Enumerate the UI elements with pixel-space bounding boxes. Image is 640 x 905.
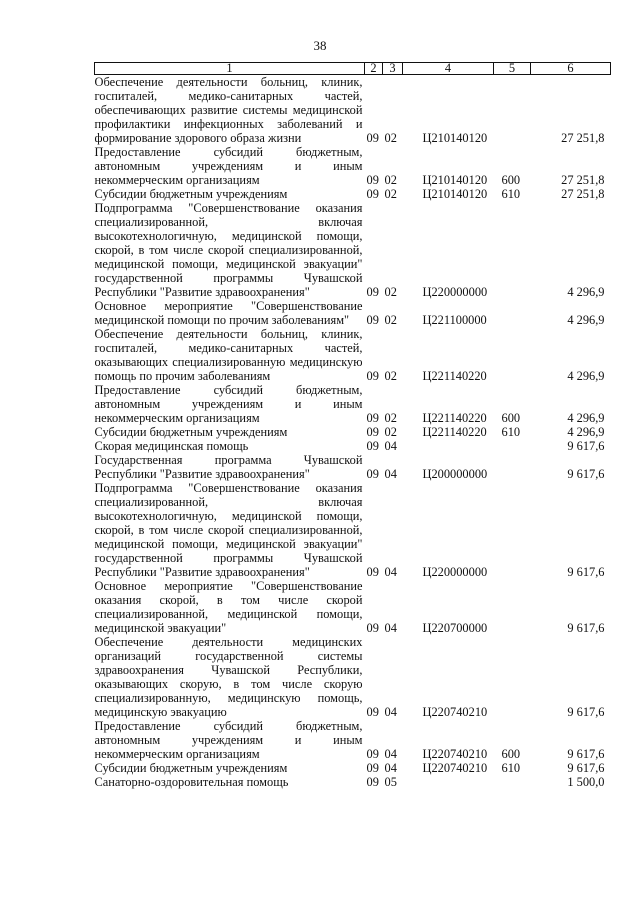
row-subsection: 02 [384,313,397,327]
row-expense-type [494,201,531,299]
row-amount: 9 617,6 [567,747,605,761]
row-expense-type [494,299,531,327]
row-expense-type [494,481,531,579]
table-row [95,761,611,775]
row-subsection: 02 [384,369,397,383]
row-section: 09 [366,173,379,187]
row-target-article [403,439,494,453]
row-subsection: 05 [384,775,397,789]
table-row [95,719,611,761]
row-name: Субсидии бюджетным учреждениям [94,761,288,775]
row-name: Обеспечение деятельности медицинских организаций государственной системы здравоохранения Чувашской Республики, оказывающих скорую, в том числе скорую специализированную, медицинскую помощь, медицинскую эвакуацию [94,635,363,719]
row-name: Обеспечение деятельности больниц, клиник, госпиталей, медико-санитарных частей, обеспечивающих развитие системы медицинской профилактики инфекционных заболеваний и формирование здорового образа жизни [94,75,363,145]
row-section: 09 [366,761,379,775]
table-row [95,299,611,327]
row-name: Субсидии бюджетным учреждениям [94,425,288,439]
row-section: 09 [366,439,379,453]
row-target-article: Ц221140220 [422,369,487,383]
table-row [95,145,611,187]
row-expense-type [494,635,531,719]
row-name: Санаторно-оздоровительная помощь [94,775,289,789]
row-expense-type: 600 [501,747,521,761]
row-amount: 9 617,6 [567,439,605,453]
row-subsection: 02 [384,187,397,201]
row-target-article: Ц221140220 [422,425,487,439]
row-subsection: 04 [384,565,397,579]
table-row [95,201,611,299]
row-name: Основное мероприятие "Совершенствование оказания скорой, в том числе скорой специализированной, медицинской помощи, медицинской эвакуации" [94,579,363,635]
row-subsection: 02 [384,131,397,145]
row-name: Обеспечение деятельности больниц, клиник, госпиталей, медико-санитарных частей, оказывающих специализированную медицинскую помощь по прочим заболеваниям [94,327,363,383]
row-target-article: Ц221100000 [422,313,487,327]
row-amount: 4 296,9 [567,425,605,439]
row-target-article: Ц220740210 [422,761,488,775]
row-amount: 27 251,8 [561,187,605,201]
row-section: 09 [366,705,379,719]
row-section: 09 [366,187,379,201]
row-name: Скорая медицинская помощь [94,439,249,453]
row-section: 09 [366,369,379,383]
row-subsection: 02 [384,425,397,439]
row-target-article: Ц200000000 [422,467,488,481]
row-expense-type: 600 [501,411,521,425]
row-target-article: Ц221140220 [422,411,487,425]
row-amount: 1 500,0 [567,775,605,789]
row-subsection: 04 [384,439,397,453]
row-name: Основное мероприятие "Совершенствование медицинской помощи по прочим заболеваниям" [94,299,363,327]
table-row [95,453,611,481]
row-expense-type [494,453,531,481]
page-number: 38 [313,38,327,53]
row-amount: 4 296,9 [567,313,605,327]
row-subsection: 04 [384,705,397,719]
table-row [95,75,611,146]
row-section: 09 [366,747,379,761]
row-name: Государственная программа Чувашской Республики "Развитие здравоохранения" [94,453,363,481]
row-section: 09 [366,467,379,481]
row-section: 09 [366,775,379,789]
row-subsection: 04 [384,467,397,481]
row-name: Предоставление субсидий бюджетным, автономным учреждениям и иным некоммерческим организациям [94,719,363,761]
header-row [95,63,611,75]
row-target-article [403,775,494,789]
row-name: Подпрограмма "Совершенствование оказания специализированной, включая высокотехнологичную, медицинской помощи, скорой, в том числе скорой специализированной, медицинской помощи, медицинской эвакуации" государственной программы Чувашской Республики "Развитие здравоохранения" [94,201,363,299]
header-col-amount: 6 [531,63,611,75]
row-amount: 9 617,6 [567,565,605,579]
row-name: Подпрограмма "Совершенствование оказания специализированной, включая высокотехнологичную, медицинской помощи, скорой, в том числе скорой специализированной, медицинской помощи, медицинской эвакуации" государственной программы Чувашской Республики "Развитие здравоохранения" [94,481,363,579]
header-col-subsection: 3 [383,63,403,75]
row-subsection: 04 [384,747,397,761]
header-col-name: 1 [95,63,365,75]
header-col-target-article: 4 [403,63,494,75]
row-subsection: 02 [384,173,397,187]
row-amount: 4 296,9 [567,411,605,425]
row-expense-type [494,579,531,635]
header-col-section: 2 [365,63,383,75]
row-expense-type: 610 [501,187,521,201]
table-row [95,187,611,201]
row-subsection: 02 [384,411,397,425]
row-target-article: Ц220740210 [422,705,488,719]
row-amount: 4 296,9 [567,285,605,299]
row-expense-type [494,327,531,383]
table-row [95,383,611,425]
row-expense-type [494,439,531,453]
table-header [95,63,611,75]
row-amount: 9 617,6 [567,621,605,635]
row-amount: 27 251,8 [561,173,605,187]
table-row [95,439,611,453]
row-expense-type [494,775,531,789]
budget-table [94,62,611,789]
table-row [95,579,611,635]
row-subsection: 04 [384,761,397,775]
row-expense-type: 610 [501,761,521,775]
row-section: 09 [366,131,379,145]
row-name: Предоставление субсидий бюджетным, автономным учреждениям и иным некоммерческим организациям [94,383,363,425]
row-amount: 9 617,6 [567,467,605,481]
row-target-article: Ц220000000 [422,565,488,579]
row-section: 09 [366,285,379,299]
row-amount: 9 617,6 [567,705,605,719]
table-row [95,327,611,383]
row-amount: 4 296,9 [567,369,605,383]
row-section: 09 [366,425,379,439]
row-amount: 27 251,8 [561,131,605,145]
table-body [95,75,611,790]
row-name: Субсидии бюджетным учреждениям [94,187,288,201]
row-amount: 9 617,6 [567,761,605,775]
table-row [95,775,611,789]
table-row [95,635,611,719]
table-row [95,425,611,439]
row-section: 09 [366,565,379,579]
row-target-article: Ц220740210 [422,747,488,761]
row-subsection: 04 [384,621,397,635]
row-target-article: Ц220000000 [422,285,488,299]
row-expense-type: 600 [501,173,521,187]
row-expense-type: 610 [501,425,521,439]
row-section: 09 [366,621,379,635]
row-target-article: Ц220700000 [422,621,488,635]
row-name: Предоставление субсидий бюджетным, автономным учреждениям и иным некоммерческим организациям [94,145,363,187]
table-row [95,481,611,579]
row-expense-type [494,75,531,146]
row-section: 09 [366,411,379,425]
row-target-article: Ц210140120 [422,173,488,187]
row-target-article: Ц210140120 [422,131,488,145]
row-target-article: Ц210140120 [422,187,488,201]
row-section: 09 [366,313,379,327]
row-subsection: 02 [384,285,397,299]
header-col-expense-type: 5 [494,63,531,75]
